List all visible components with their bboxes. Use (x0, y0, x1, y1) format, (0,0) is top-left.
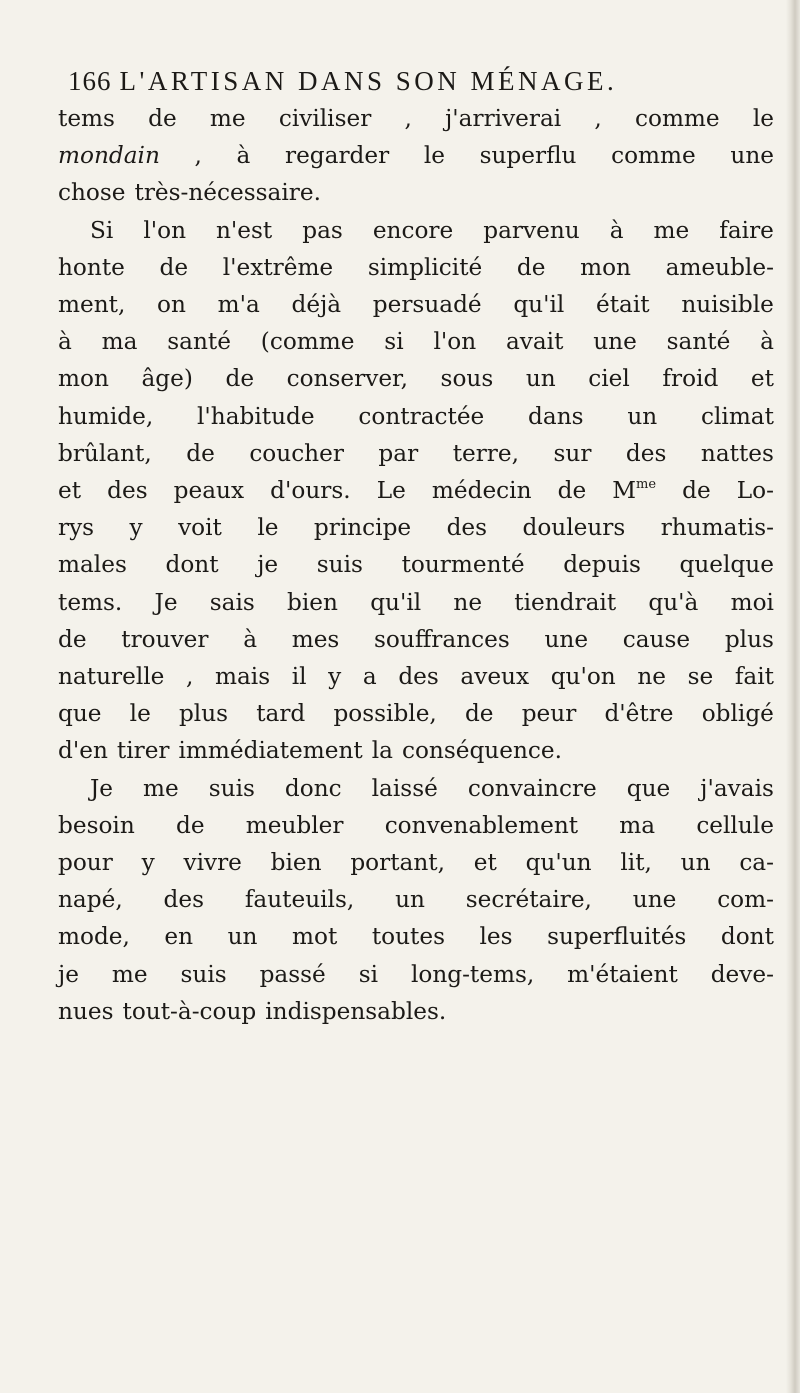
text-line: honte de l'extrême simplicité de mon ameuble- (58, 253, 774, 281)
text-line: mon âge) de conserver, sous un ciel froid et (58, 365, 774, 393)
text-line: mondain , à regarder le superflu comme une (58, 142, 774, 170)
text-line: brûlant, de coucher par terre, sur des nattes (58, 439, 774, 467)
text-line: pour y vivre bien portant, et qu'un lit, un ca- (58, 849, 774, 877)
text-line: males dont je suis tourmenté depuis quelque (58, 551, 774, 579)
text-line: naturelle , mais il y a des aveux qu'on ne se fait (58, 663, 774, 691)
text-line: que le plus tard possible, de peur d'être obligé (58, 700, 774, 728)
text-line: besoin de meubler convenablement ma cellule (58, 811, 774, 839)
text-line: chose très-nécessaire. (58, 179, 321, 207)
text-line: Si l'on n'est pas encore parvenu à me faire (90, 216, 774, 244)
text-line: et des peaux d'ours. Le médecin de $M^{me}$ de Lo- (58, 477, 774, 505)
running-title: L'ARTISAN DANS SON MÉNAGE. (119, 66, 618, 96)
text-line: tems. Je sais bien qu'il ne tiendrait qu'à moi (58, 588, 774, 616)
text-line: d'en tirer immédiatement la conséquence. (58, 737, 562, 765)
text-line: ment, on m'a déjà persuadé qu'il était nuisible (58, 291, 774, 319)
text-line: de trouver à mes souffrances une cause plus (58, 625, 774, 653)
text-line: nues tout-à-coup indispensables. (58, 997, 447, 1025)
text-line: tems de me civiliser , j'arriverai , comme le (58, 105, 774, 132)
text-line: à ma santé (comme si l'on avait une santé à (58, 328, 774, 356)
text-line: rys y voit le principe des douleurs rhumatis- (58, 514, 774, 542)
text-line: mode, en un mot toutes les superfluités dont (58, 923, 774, 951)
page-number: 166 (68, 66, 112, 96)
page-edge (786, 0, 800, 1393)
text-line: napé, des fauteuils, un secrétaire, une com- (58, 886, 774, 914)
text-line: Je me suis donc laissé convaincre que j'avais (90, 774, 774, 802)
running-header (68, 66, 768, 97)
text-line: humide, l'habitude contractée dans un climat (58, 402, 774, 430)
body-text (58, 100, 774, 1030)
text-line: je me suis passé si long-tems, m'étaient deve- (58, 960, 774, 988)
